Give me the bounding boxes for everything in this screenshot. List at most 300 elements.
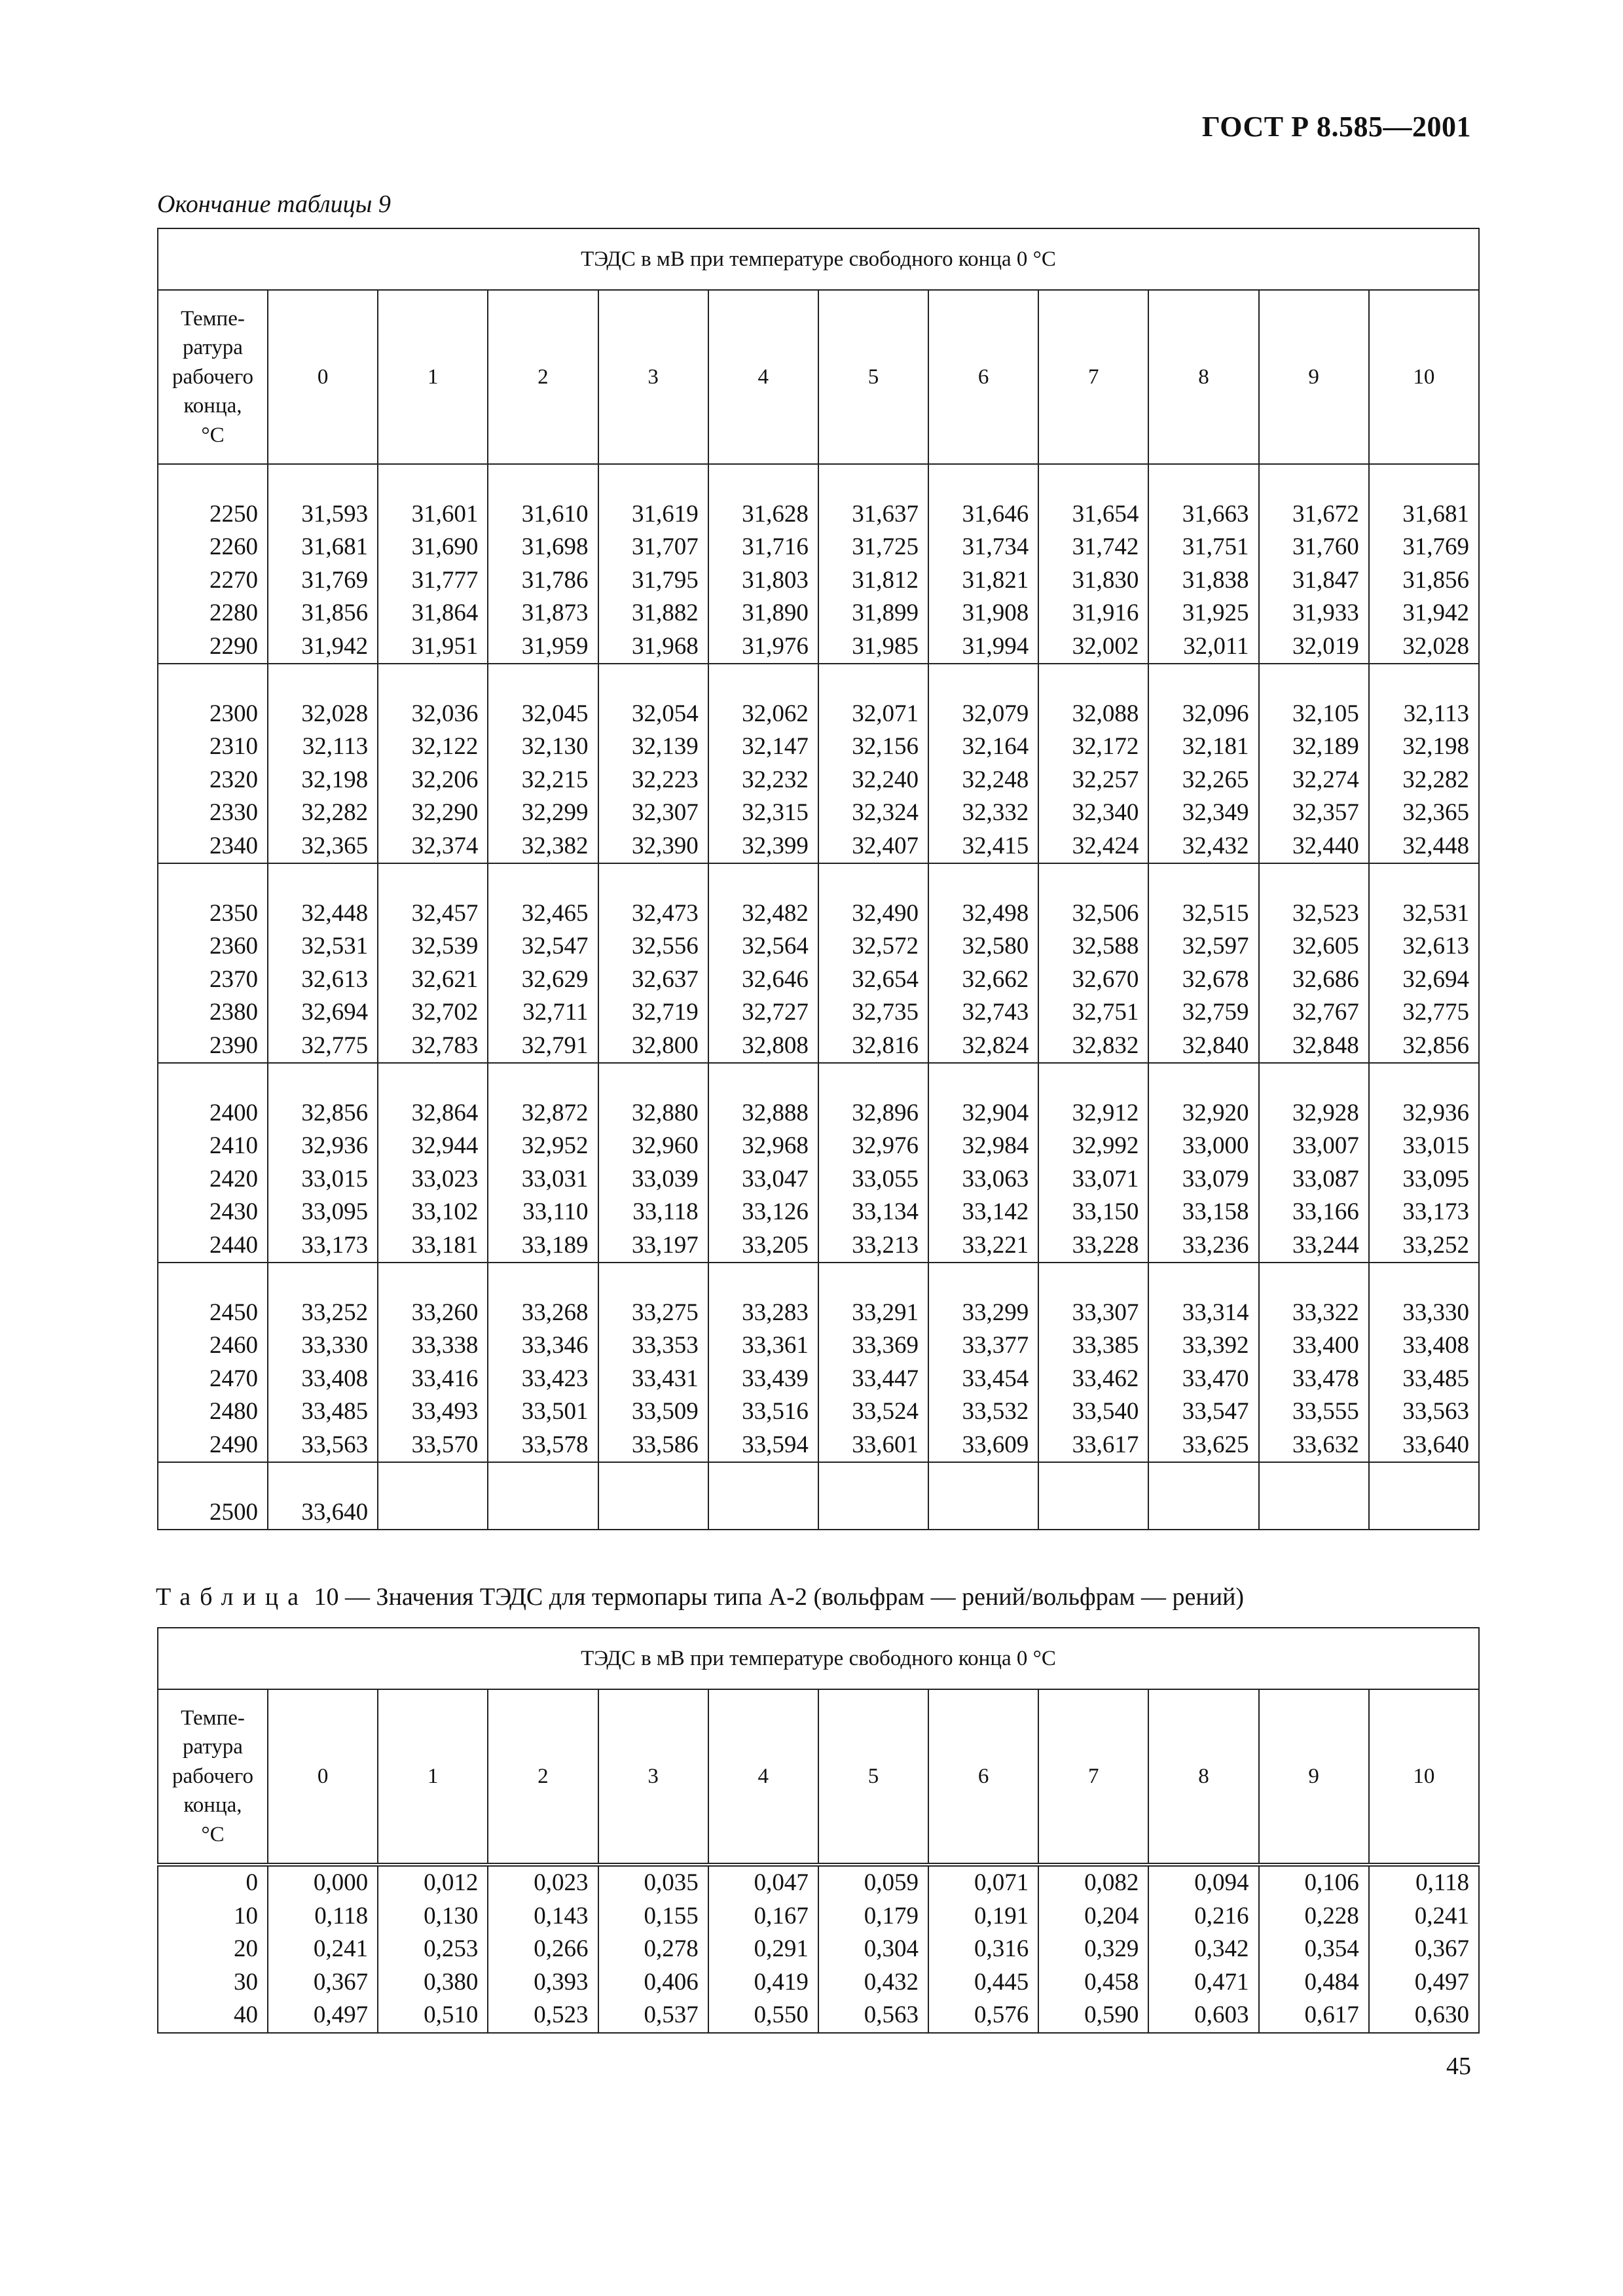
- emf-value-cell: 33,031: [488, 1163, 598, 1196]
- emf-value-cell: 32,028: [268, 698, 378, 731]
- emf-value-cell: 32,390: [598, 830, 708, 864]
- emf-value-cell: 32,968: [708, 1130, 818, 1163]
- emf-value-cell: 33,408: [1369, 1329, 1479, 1363]
- column-header: 4: [708, 290, 818, 464]
- emf-value-cell: 33,532: [928, 1395, 1038, 1429]
- emf-value-cell: 32,848: [1259, 1030, 1369, 1064]
- emf-value-cell: 32,580: [928, 930, 1038, 963]
- emf-value-cell: 0,304: [818, 1933, 928, 1966]
- emf-value-cell: 31,812: [818, 564, 928, 598]
- emf-value-cell: 32,198: [268, 764, 378, 797]
- emf-value-cell: 32,767: [1259, 996, 1369, 1030]
- emf-value-cell: 32,984: [928, 1130, 1038, 1163]
- emf-value-cell: 32,490: [818, 897, 928, 931]
- emf-value-cell: 32,840: [1148, 1030, 1258, 1064]
- emf-value-cell: 31,985: [818, 630, 928, 664]
- emf-value-cell: 32,113: [268, 730, 378, 764]
- emf-value-cell: [1369, 464, 1479, 498]
- emf-value-cell: 31,830: [1038, 564, 1148, 598]
- emf-value-cell: 31,951: [378, 630, 488, 664]
- emf-value-cell: 32,808: [708, 1030, 818, 1064]
- emf-value-cell: 33,213: [818, 1229, 928, 1263]
- emf-value-cell: 0,241: [268, 1933, 378, 1966]
- emf-value-cell: 33,314: [1148, 1297, 1258, 1330]
- emf-value-cell: 32,613: [1369, 930, 1479, 963]
- emf-value-cell: 32,832: [1038, 1030, 1148, 1064]
- emf-value-cell: [928, 1063, 1038, 1097]
- emf-value-cell: 32,637: [598, 963, 708, 997]
- emf-value-cell: [268, 464, 378, 498]
- emf-value-cell: 33,000: [1148, 1130, 1258, 1163]
- emf-value-cell: 33,462: [1038, 1363, 1148, 1396]
- emf-value-cell: 32,597: [1148, 930, 1258, 963]
- emf-value-cell: [378, 664, 488, 698]
- temperature-cell: 2320: [158, 764, 268, 797]
- emf-value-cell: 32,992: [1038, 1130, 1148, 1163]
- emf-value-cell: [818, 1263, 928, 1297]
- table-row: [158, 597, 1479, 630]
- column-header: 8: [1148, 290, 1258, 464]
- emf-value-cell: 32,670: [1038, 963, 1148, 997]
- emf-value-cell: 31,925: [1148, 597, 1258, 630]
- emf-value-cell: 0,367: [1369, 1933, 1479, 1966]
- emf-value-cell: 31,760: [1259, 531, 1369, 564]
- emf-value-cell: 32,952: [488, 1130, 598, 1163]
- emf-value-cell: 33,447: [818, 1363, 928, 1396]
- emf-value-cell: 31,698: [488, 531, 598, 564]
- emf-value-cell: 33,547: [1148, 1395, 1258, 1429]
- temperature-cell: 2490: [158, 1429, 268, 1463]
- emf-value-cell: 32,783: [378, 1030, 488, 1064]
- emf-value-cell: 33,570: [378, 1429, 488, 1463]
- emf-value-cell: 0,329: [1038, 1933, 1148, 1966]
- column-header: 5: [818, 1689, 928, 1865]
- column-header: 9: [1259, 1689, 1369, 1865]
- emf-value-cell: 0,118: [268, 1900, 378, 1933]
- temperature-cell: 2300: [158, 698, 268, 731]
- emf-value-cell: 31,769: [268, 564, 378, 598]
- emf-value-cell: [708, 664, 818, 698]
- emf-value-cell: 33,640: [268, 1496, 378, 1530]
- temperature-cell: 40: [158, 1999, 268, 2033]
- table-row: [158, 1229, 1479, 1263]
- emf-value-cell: 32,654: [818, 963, 928, 997]
- emf-value-cell: 33,007: [1259, 1130, 1369, 1163]
- page-number: 45: [1446, 2053, 1471, 2080]
- emf-value-cell: 33,385: [1038, 1329, 1148, 1363]
- emf-value-cell: [1369, 664, 1479, 698]
- temperature-cell: 30: [158, 1966, 268, 2000]
- emf-value-cell: 32,019: [1259, 630, 1369, 664]
- emf-value-cell: 0,155: [598, 1900, 708, 1933]
- emf-value-cell: 32,036: [378, 698, 488, 731]
- emf-value-cell: 33,392: [1148, 1329, 1258, 1363]
- emf-value-cell: 33,640: [1369, 1429, 1479, 1463]
- emf-value-cell: [708, 1496, 818, 1530]
- emf-value-cell: 0,167: [708, 1900, 818, 1933]
- table-row: [158, 1363, 1479, 1396]
- emf-value-cell: 32,365: [268, 830, 378, 864]
- column-header: 4: [708, 1689, 818, 1865]
- emf-value-cell: 31,795: [598, 564, 708, 598]
- emf-value-cell: 0,179: [818, 1900, 928, 1933]
- temperature-cell: 2450: [158, 1297, 268, 1330]
- emf-value-cell: 33,275: [598, 1297, 708, 1330]
- temperature-cell: 2410: [158, 1130, 268, 1163]
- emf-value-cell: 32,340: [1038, 797, 1148, 830]
- emf-value-cell: 33,015: [1369, 1130, 1479, 1163]
- emf-value-cell: 31,672: [1259, 498, 1369, 531]
- emf-value-cell: [928, 664, 1038, 698]
- emf-value-cell: 0,216: [1148, 1900, 1258, 1933]
- emf-value-cell: 0,241: [1369, 1900, 1479, 1933]
- emf-value-cell: 33,524: [818, 1395, 928, 1429]
- emf-value-cell: 0,458: [1038, 1966, 1148, 2000]
- emf-value-cell: [598, 1462, 708, 1496]
- emf-value-cell: 0,278: [598, 1933, 708, 1966]
- column-header: 2: [488, 290, 598, 464]
- emf-value-cell: 32,274: [1259, 764, 1369, 797]
- emf-value-cell: 33,346: [488, 1329, 598, 1363]
- emf-value-cell: [1148, 1263, 1258, 1297]
- emf-value-cell: [1148, 863, 1258, 897]
- column-header: 10: [1369, 1689, 1479, 1865]
- temperature-cell: [158, 1462, 268, 1496]
- table-row: [158, 630, 1479, 664]
- emf-value-cell: 32,122: [378, 730, 488, 764]
- emf-value-cell: 32,864: [378, 1097, 488, 1130]
- emf-value-cell: [488, 1496, 598, 1530]
- emf-value-cell: 32,547: [488, 930, 598, 963]
- emf-value-cell: 32,539: [378, 930, 488, 963]
- emf-value-cell: 32,415: [928, 830, 1038, 864]
- emf-value-cell: 31,637: [818, 498, 928, 531]
- emf-value-cell: 33,307: [1038, 1297, 1148, 1330]
- emf-value-cell: 32,382: [488, 830, 598, 864]
- emf-value-cell: 32,232: [708, 764, 818, 797]
- emf-value-cell: 31,734: [928, 531, 1038, 564]
- emf-value-cell: 32,248: [928, 764, 1038, 797]
- table-row: [158, 930, 1479, 963]
- emf-value-cell: 32,071: [818, 698, 928, 731]
- emf-value-cell: 32,357: [1259, 797, 1369, 830]
- emf-value-cell: 32,215: [488, 764, 598, 797]
- emf-value-cell: 33,095: [268, 1196, 378, 1229]
- emf-value-cell: [1148, 1063, 1258, 1097]
- emf-value-cell: [1038, 1462, 1148, 1496]
- emf-value-cell: 32,282: [268, 797, 378, 830]
- emf-value-cell: 33,377: [928, 1329, 1038, 1363]
- emf-value-cell: 33,055: [818, 1163, 928, 1196]
- table10-row-label: Темпе- ратура рабочего конца, °С: [158, 1689, 268, 1865]
- emf-value-cell: 32,791: [488, 1030, 598, 1064]
- emf-value-cell: 32,888: [708, 1097, 818, 1130]
- emf-value-cell: 32,727: [708, 996, 818, 1030]
- emf-value-cell: 32,324: [818, 797, 928, 830]
- emf-value-cell: 31,786: [488, 564, 598, 598]
- emf-value-cell: 32,662: [928, 963, 1038, 997]
- emf-value-cell: 0,510: [378, 1999, 488, 2033]
- column-header: 10: [1369, 290, 1479, 464]
- emf-value-cell: [708, 464, 818, 498]
- emf-value-cell: [818, 1462, 928, 1496]
- emf-value-cell: [1369, 1063, 1479, 1097]
- temperature-cell: [158, 1263, 268, 1297]
- emf-value-cell: 0,497: [1369, 1966, 1479, 2000]
- emf-value-cell: [1148, 464, 1258, 498]
- table-spacer-row: [158, 464, 1479, 498]
- column-header: 5: [818, 290, 928, 464]
- emf-value-cell: 31,916: [1038, 597, 1148, 630]
- emf-value-cell: 32,147: [708, 730, 818, 764]
- emf-value-cell: 32,028: [1369, 630, 1479, 664]
- table-spacer-row: [158, 664, 1479, 698]
- emf-value-cell: 0,253: [378, 1933, 488, 1966]
- emf-value-cell: 32,523: [1259, 897, 1369, 931]
- emf-value-cell: 32,904: [928, 1097, 1038, 1130]
- emf-value-cell: 32,448: [1369, 830, 1479, 864]
- table-row: [158, 1933, 1479, 1966]
- temperature-cell: [158, 464, 268, 498]
- emf-value-cell: 33,330: [268, 1329, 378, 1363]
- emf-value-cell: [488, 863, 598, 897]
- emf-value-cell: 32,872: [488, 1097, 598, 1130]
- emf-value-cell: [1148, 664, 1258, 698]
- emf-value-cell: 32,506: [1038, 897, 1148, 931]
- temperature-cell: 2480: [158, 1395, 268, 1429]
- emf-value-cell: 33,087: [1259, 1163, 1369, 1196]
- emf-value-cell: 31,601: [378, 498, 488, 531]
- emf-value-cell: [818, 1496, 928, 1530]
- emf-value-cell: [1148, 1496, 1258, 1530]
- emf-value-cell: 0,106: [1259, 1865, 1369, 1900]
- emf-value-cell: 33,291: [818, 1297, 928, 1330]
- emf-value-cell: 0,550: [708, 1999, 818, 2033]
- emf-value-cell: 32,189: [1259, 730, 1369, 764]
- emf-value-cell: [1038, 1263, 1148, 1297]
- emf-value-cell: [818, 464, 928, 498]
- emf-value-cell: 0,204: [1038, 1900, 1148, 1933]
- emf-value-cell: 33,252: [1369, 1229, 1479, 1263]
- emf-value-cell: 33,493: [378, 1395, 488, 1429]
- table9-caption: Окончание таблицы 9: [157, 190, 391, 218]
- emf-value-cell: 0,012: [378, 1865, 488, 1900]
- emf-value-cell: 32,515: [1148, 897, 1258, 931]
- emf-value-cell: 32,856: [268, 1097, 378, 1130]
- emf-value-cell: 31,959: [488, 630, 598, 664]
- emf-value-cell: 32,349: [1148, 797, 1258, 830]
- emf-value-cell: 32,743: [928, 996, 1038, 1030]
- emf-value-cell: [1038, 664, 1148, 698]
- emf-value-cell: 33,485: [268, 1395, 378, 1429]
- table-row: [158, 1130, 1479, 1163]
- emf-value-cell: 0,445: [928, 1966, 1038, 2000]
- emf-value-cell: 31,908: [928, 597, 1038, 630]
- emf-value-cell: 32,694: [1369, 963, 1479, 997]
- emf-value-cell: 32,629: [488, 963, 598, 997]
- table-row: [158, 1429, 1479, 1463]
- emf-value-cell: 33,501: [488, 1395, 598, 1429]
- table-row: [158, 1900, 1479, 1933]
- emf-value-cell: 0,228: [1259, 1900, 1369, 1933]
- temperature-cell: [158, 863, 268, 897]
- emf-value-cell: 32,531: [268, 930, 378, 963]
- temperature-cell: 2360: [158, 930, 268, 963]
- table-spacer-row: [158, 1462, 1479, 1496]
- emf-value-cell: 32,531: [1369, 897, 1479, 931]
- emf-value-cell: 31,707: [598, 531, 708, 564]
- emf-value-cell: 33,470: [1148, 1363, 1258, 1396]
- emf-value-cell: 33,408: [268, 1363, 378, 1396]
- emf-value-cell: 32,088: [1038, 698, 1148, 731]
- emf-value-cell: 31,777: [378, 564, 488, 598]
- emf-value-cell: 32,678: [1148, 963, 1258, 997]
- emf-value-cell: 33,142: [928, 1196, 1038, 1229]
- emf-value-cell: 31,942: [1369, 597, 1479, 630]
- emf-value-cell: 32,265: [1148, 764, 1258, 797]
- temperature-cell: 2430: [158, 1196, 268, 1229]
- emf-value-cell: 31,821: [928, 564, 1038, 598]
- table9: [157, 228, 1480, 1530]
- table10-caption: [156, 1583, 1244, 1611]
- emf-value-cell: [1038, 863, 1148, 897]
- emf-value-cell: [708, 1462, 818, 1496]
- emf-value-cell: 32,299: [488, 797, 598, 830]
- emf-value-cell: [1148, 1462, 1258, 1496]
- column-header: 7: [1038, 290, 1148, 464]
- emf-value-cell: 32,775: [1369, 996, 1479, 1030]
- emf-value-cell: 33,322: [1259, 1297, 1369, 1330]
- emf-value-cell: [708, 1063, 818, 1097]
- emf-value-cell: [268, 863, 378, 897]
- emf-value-cell: 0,023: [488, 1865, 598, 1900]
- emf-value-cell: 32,113: [1369, 698, 1479, 731]
- emf-value-cell: [598, 664, 708, 698]
- temperature-cell: [158, 1063, 268, 1097]
- emf-value-cell: 32,473: [598, 897, 708, 931]
- temperature-cell: 2350: [158, 897, 268, 931]
- emf-value-cell: 0,406: [598, 1966, 708, 2000]
- emf-value-cell: [1369, 1496, 1479, 1530]
- emf-value-cell: [378, 464, 488, 498]
- column-header: 2: [488, 1689, 598, 1865]
- emf-value-cell: 0,497: [268, 1999, 378, 2033]
- emf-value-cell: 33,236: [1148, 1229, 1258, 1263]
- emf-value-cell: 33,400: [1259, 1329, 1369, 1363]
- column-header: 1: [378, 1689, 488, 1865]
- emf-value-cell: 0,617: [1259, 1999, 1369, 2033]
- emf-value-cell: 33,110: [488, 1196, 598, 1229]
- emf-value-cell: 32,960: [598, 1130, 708, 1163]
- emf-value-cell: 31,751: [1148, 531, 1258, 564]
- emf-value-cell: 32,465: [488, 897, 598, 931]
- emf-value-cell: 32,976: [818, 1130, 928, 1163]
- emf-value-cell: 32,011: [1148, 630, 1258, 664]
- emf-value-cell: 32,824: [928, 1030, 1038, 1064]
- column-header: 7: [1038, 1689, 1148, 1865]
- emf-value-cell: [268, 1063, 378, 1097]
- emf-value-cell: 0,432: [818, 1966, 928, 2000]
- emf-value-cell: 32,572: [818, 930, 928, 963]
- emf-value-cell: [598, 464, 708, 498]
- emf-value-cell: 33,260: [378, 1297, 488, 1330]
- emf-value-cell: 31,803: [708, 564, 818, 598]
- emf-value-cell: 0,047: [708, 1865, 818, 1900]
- emf-value-cell: 32,105: [1259, 698, 1369, 731]
- emf-value-cell: 32,332: [928, 797, 1038, 830]
- emf-value-cell: 32,432: [1148, 830, 1258, 864]
- emf-value-cell: 33,423: [488, 1363, 598, 1396]
- emf-value-cell: [1369, 1462, 1479, 1496]
- emf-value-cell: 33,540: [1038, 1395, 1148, 1429]
- emf-value-cell: [598, 1263, 708, 1297]
- temperature-cell: 20: [158, 1933, 268, 1966]
- emf-value-cell: 32,686: [1259, 963, 1369, 997]
- standard-header: ГОСТ Р 8.585—2001: [1201, 111, 1471, 143]
- emf-value-cell: 0,523: [488, 1999, 598, 2033]
- emf-value-cell: 31,968: [598, 630, 708, 664]
- emf-value-cell: 33,063: [928, 1163, 1038, 1196]
- column-header: 1: [378, 290, 488, 464]
- emf-value-cell: 31,994: [928, 630, 1038, 664]
- emf-value-cell: 32,613: [268, 963, 378, 997]
- emf-value-cell: [488, 664, 598, 698]
- emf-value-cell: 0,118: [1369, 1865, 1479, 1900]
- emf-value-cell: [268, 664, 378, 698]
- emf-value-cell: 32,054: [598, 698, 708, 731]
- emf-value-cell: 32,775: [268, 1030, 378, 1064]
- table-row: [158, 1329, 1479, 1363]
- emf-value-cell: 0,059: [818, 1865, 928, 1900]
- emf-value-cell: 33,205: [708, 1229, 818, 1263]
- emf-value-cell: 31,838: [1148, 564, 1258, 598]
- emf-value-cell: 31,742: [1038, 531, 1148, 564]
- emf-value-cell: 31,864: [378, 597, 488, 630]
- emf-value-cell: 32,002: [1038, 630, 1148, 664]
- emf-value-cell: 32,282: [1369, 764, 1479, 797]
- table-row: [158, 1297, 1479, 1330]
- table-spacer-row: [158, 1063, 1479, 1097]
- emf-value-cell: 31,899: [818, 597, 928, 630]
- emf-value-cell: 33,118: [598, 1196, 708, 1229]
- temperature-cell: 2470: [158, 1363, 268, 1396]
- emf-value-cell: 31,769: [1369, 531, 1479, 564]
- emf-value-cell: 32,856: [1369, 1030, 1479, 1064]
- emf-value-cell: 32,424: [1038, 830, 1148, 864]
- emf-value-cell: 32,936: [1369, 1097, 1479, 1130]
- emf-value-cell: [818, 664, 928, 698]
- temperature-cell: 10: [158, 1900, 268, 1933]
- emf-value-cell: 32,457: [378, 897, 488, 931]
- emf-value-cell: 33,079: [1148, 1163, 1258, 1196]
- emf-value-cell: 0,130: [378, 1900, 488, 1933]
- emf-value-cell: 32,315: [708, 797, 818, 830]
- emf-value-cell: 32,800: [598, 1030, 708, 1064]
- column-header: 9: [1259, 290, 1369, 464]
- table-row: [158, 531, 1479, 564]
- emf-value-cell: 0,316: [928, 1933, 1038, 1966]
- emf-value-cell: 33,617: [1038, 1429, 1148, 1463]
- emf-value-cell: [928, 1496, 1038, 1530]
- emf-value-cell: 32,556: [598, 930, 708, 963]
- emf-value-cell: 33,330: [1369, 1297, 1479, 1330]
- emf-value-cell: 33,268: [488, 1297, 598, 1330]
- emf-value-cell: 32,440: [1259, 830, 1369, 864]
- emf-value-cell: 33,189: [488, 1229, 598, 1263]
- emf-value-cell: [1369, 1263, 1479, 1297]
- table-row: [158, 1999, 1479, 2033]
- emf-value-cell: 33,126: [708, 1196, 818, 1229]
